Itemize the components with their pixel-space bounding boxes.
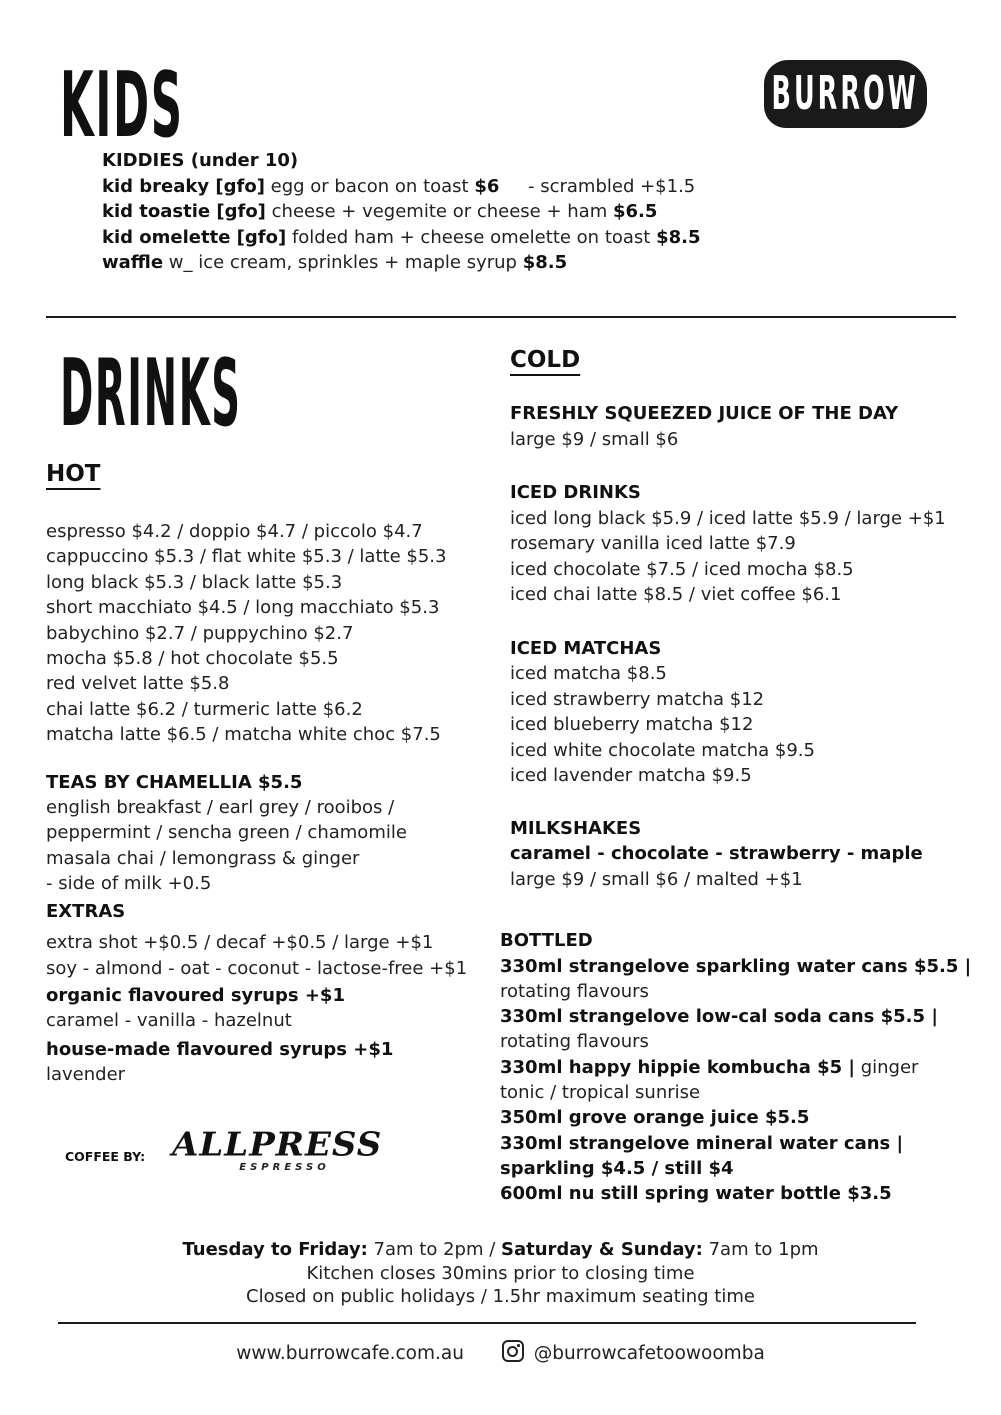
milkshake-flavours: caramel - chocolate - strawberry - maple <box>510 843 923 864</box>
housemade-syrups-heading: house-made flavoured syrups +$1 <box>46 1038 394 1060</box>
hot-heading: HOT <box>46 461 101 487</box>
housemade-syrups-list: lavender <box>46 1064 126 1086</box>
extras-heading: EXTRAS <box>46 900 126 922</box>
bottled-item: 600ml nu still spring water bottle $3.5 <box>500 1183 892 1205</box>
allpress-logo: ALLPRESS ESPRESSO <box>172 1126 383 1173</box>
milkshake-prices: large $9 / small $6 / malted +$1 <box>510 868 803 890</box>
kids-section <box>102 148 701 276</box>
organic-syrups-list: caramel - vanilla - hazelnut <box>46 1010 292 1032</box>
kids-item: kid toastie [gfo] cheese + vegemite or cheese + ham $6.5 <box>102 201 658 222</box>
iced-item: rosemary vanilla iced latte $7.9 <box>510 533 796 554</box>
hot-item: red velvet latte $5.8 <box>46 673 230 695</box>
bottled-item: 330ml strangelove mineral water cans | <box>500 1132 904 1154</box>
kids-item: waffle w_ ice cream, sprinkles + maple syrup $8.5 <box>102 252 568 273</box>
section-divider <box>46 316 956 318</box>
organic-syrups-heading: organic flavoured syrups +$1 <box>46 985 345 1006</box>
bottled-item: sparkling $4.5 / still $4 <box>500 1157 734 1179</box>
kids-title: KIDS <box>60 52 184 158</box>
milkshakes-heading: MILKSHAKES <box>510 817 642 839</box>
bottled-list <box>500 928 971 1206</box>
drinks-title: DRINKS <box>60 338 242 448</box>
tea-item: peppermint / sencha green / chamomile <box>46 822 407 844</box>
cold-heading: COLD <box>510 347 581 373</box>
matcha-item: iced matcha $8.5 <box>510 663 667 684</box>
bottled-item: rotating flavours <box>500 1031 649 1053</box>
bottled-item: 330ml strangelove sparkling water cans $5.5 | <box>500 955 972 977</box>
hot-item: mocha $5.8 / hot chocolate $5.5 <box>46 648 339 670</box>
bottled-item: tonic / tropical sunrise <box>500 1081 701 1103</box>
tea-item: - side of milk +0.5 <box>46 873 212 895</box>
bottled-item: 350ml grove orange juice $5.5 <box>500 1107 810 1129</box>
matcha-item: iced lavender matcha $9.5 <box>510 765 752 786</box>
extras-item: extra shot +$0.5 / decaf +$0.5 / large +$1 <box>46 932 434 954</box>
hot-item: chai latte $6.2 / turmeric latte $6.2 <box>46 698 363 720</box>
iced-drinks-heading: ICED DRINKS <box>510 482 641 503</box>
hot-list <box>46 519 467 1088</box>
tea-item: english breakfast / earl grey / rooibos / <box>46 797 395 819</box>
hot-item: espresso $4.2 / doppio $4.7 / piccolo $4.7 <box>46 521 423 542</box>
coffee-by-label: COFFEE BY: <box>65 1149 146 1164</box>
cold-list <box>510 401 946 892</box>
instagram-handle[interactable]: @burrowcafetoowoomba <box>533 1343 765 1364</box>
kitchen-note: Kitchen closes 30mins prior to closing time <box>306 1262 695 1284</box>
website-link[interactable]: www.burrowcafe.com.au <box>236 1343 464 1364</box>
hours-line: Tuesday to Friday: 7am to 2pm / Saturday & Sunday: 7am to 1pm <box>182 1239 819 1260</box>
iced-item: iced long black $5.9 / iced latte $5.9 / large +$1 <box>510 507 946 529</box>
contact-bar <box>0 1340 1001 1366</box>
teas-heading: TEAS BY CHAMELLIA $5.5 <box>46 771 303 793</box>
hot-item: long black $5.3 / black latte $5.3 <box>46 571 343 593</box>
kids-item: kid breaky [gfo] egg or bacon on toast $6 - scrambled +$1.5 <box>102 175 696 197</box>
bottled-item: 330ml happy hippie kombucha $5 | ginger <box>500 1056 919 1078</box>
bottled-item: rotating flavours <box>500 980 649 1002</box>
matcha-item: iced blueberry matcha $12 <box>510 714 754 735</box>
closed-note: Closed on public holidays / 1.5hr maximum seating time <box>246 1286 755 1307</box>
matcha-item: iced white chocolate matcha $9.5 <box>510 739 815 761</box>
juice-price: large $9 / small $6 <box>510 428 679 450</box>
hot-item: matcha latte $6.5 / matcha white choc $7.5 <box>46 724 441 746</box>
kids-item: kid omelette [gfo] folded ham + cheese omelette on toast $8.5 <box>102 226 701 248</box>
hot-item: cappuccino $5.3 / flat white $5.3 / latte $5.3 <box>46 546 447 568</box>
iced-item: iced chai latte $8.5 / viet coffee $6.1 <box>510 584 842 605</box>
extras-item: soy - almond - oat - coconut - lactose-free +$1 <box>46 957 468 979</box>
tea-item: masala chai / lemongrass & ginger <box>46 847 360 869</box>
burrow-logo: BURROW <box>764 60 927 128</box>
opening-hours <box>0 1238 1001 1309</box>
juice-heading: FRESHLY SQUEEZED JUICE OF THE DAY <box>510 403 899 424</box>
iced-matchas-heading: ICED MATCHAS <box>510 637 662 659</box>
matcha-item: iced strawberry matcha $12 <box>510 688 765 710</box>
footer-divider <box>58 1322 916 1324</box>
iced-item: iced chocolate $7.5 / iced mocha $8.5 <box>510 558 854 580</box>
hot-item: babychino $2.7 / puppychino $2.7 <box>46 622 354 644</box>
bottled-heading: BOTTLED <box>500 930 593 951</box>
bottled-item: 330ml strangelove low-cal soda cans $5.5 | <box>500 1006 938 1028</box>
kids-heading: KIDDIES (under 10) <box>102 150 299 171</box>
instagram-icon <box>502 1340 524 1362</box>
hot-item: short macchiato $4.5 / long macchiato $5.3 <box>46 597 440 619</box>
